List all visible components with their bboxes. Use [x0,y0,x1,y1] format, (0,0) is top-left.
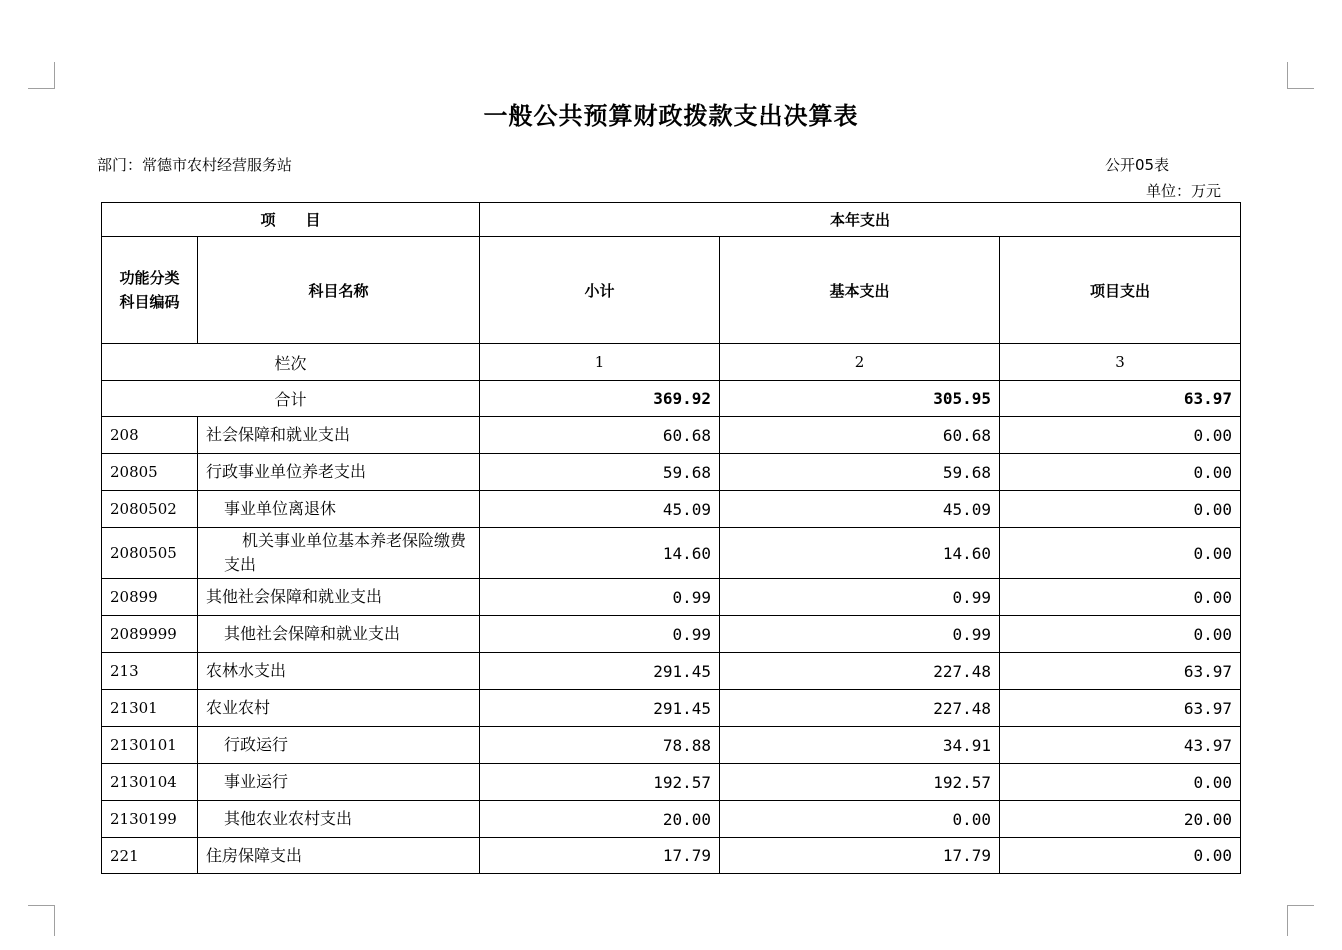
row-code: 2130104 [102,764,198,801]
row-project: 63.97 [1000,653,1241,690]
table-row [102,838,1241,874]
row-project: 0.00 [1000,764,1241,801]
total-subtotal: 369.92 [480,381,720,417]
row-basic: 60.68 [720,417,1000,454]
row-code: 208 [102,417,198,454]
row-basic: 14.60 [720,528,1000,579]
row-name: 其他社会保障和就业支出 [198,616,480,653]
row-name: 其他农业农村支出 [198,801,480,838]
row-subtotal: 59.68 [480,454,720,491]
table-row [102,727,1241,764]
row-name: 行政事业单位养老支出 [198,454,480,491]
row-subtotal: 291.45 [480,653,720,690]
row-project: 0.00 [1000,491,1241,528]
row-subtotal: 20.00 [480,801,720,838]
header-row-2 [102,237,1241,344]
table-row [102,764,1241,801]
row-basic: 0.99 [720,616,1000,653]
row-basic: 227.48 [720,690,1000,727]
form-number: 公开05表 [1105,156,1170,174]
crop-mark-bottom-left [28,905,55,936]
table-row [102,491,1241,528]
row-code: 2080502 [102,491,198,528]
total-project: 63.97 [1000,381,1241,417]
row-basic: 17.79 [720,838,1000,874]
expenditure-table [101,202,1241,874]
header-name: 科目名称 [198,237,480,344]
row-project: 0.00 [1000,454,1241,491]
table-row [102,653,1241,690]
column-index-label: 栏次 [102,344,480,381]
unit-label: 单位：万元 [1146,182,1222,200]
row-name: 农业农村 [198,690,480,727]
row-name: 事业运行 [198,764,480,801]
column-index-row [102,344,1241,381]
row-basic: 0.99 [720,579,1000,616]
row-basic: 45.09 [720,491,1000,528]
row-project: 0.00 [1000,579,1241,616]
row-subtotal: 45.09 [480,491,720,528]
row-subtotal: 0.99 [480,579,720,616]
header-subtotal: 小计 [480,237,720,344]
row-subtotal: 14.60 [480,528,720,579]
row-project: 20.00 [1000,801,1241,838]
total-label: 合计 [102,381,480,417]
row-code: 20899 [102,579,198,616]
table-row [102,690,1241,727]
row-code: 21301 [102,690,198,727]
row-name: 住房保障支出 [198,838,480,874]
row-code: 213 [102,653,198,690]
header-row-1 [102,203,1241,237]
row-basic: 34.91 [720,727,1000,764]
row-subtotal: 0.99 [480,616,720,653]
row-code: 20805 [102,454,198,491]
table-row [102,454,1241,491]
total-row [102,381,1241,417]
crop-mark-bottom-right [1287,905,1314,936]
column-index-2: 2 [720,344,1000,381]
row-basic: 227.48 [720,653,1000,690]
row-basic: 59.68 [720,454,1000,491]
row-project: 63.97 [1000,690,1241,727]
row-project: 0.00 [1000,417,1241,454]
row-project: 0.00 [1000,616,1241,653]
header-basic: 基本支出 [720,237,1000,344]
row-project: 43.97 [1000,727,1241,764]
row-name: 社会保障和就业支出 [198,417,480,454]
total-basic: 305.95 [720,381,1000,417]
department-label: 部门：常德市农村经营服务站 [97,156,293,174]
column-index-1: 1 [480,344,720,381]
row-code: 2080505 [102,528,198,579]
crop-mark-top-left [28,62,55,89]
row-project: 0.00 [1000,528,1241,579]
table-row [102,801,1241,838]
table-row [102,528,1241,579]
row-code: 2130199 [102,801,198,838]
row-code: 2089999 [102,616,198,653]
row-name: 行政运行 [198,727,480,764]
header-current-year: 本年支出 [480,203,1241,237]
row-basic: 0.00 [720,801,1000,838]
header-project: 项目支出 [1000,237,1241,344]
row-name: 农林水支出 [198,653,480,690]
row-code: 221 [102,838,198,874]
crop-mark-top-right [1287,62,1314,89]
table-row [102,417,1241,454]
row-subtotal: 60.68 [480,417,720,454]
table-row [102,579,1241,616]
row-name: 事业单位离退休 [198,491,480,528]
row-subtotal: 78.88 [480,727,720,764]
page-title: 一般公共预算财政拨款支出决算表 [483,101,859,130]
row-subtotal: 17.79 [480,838,720,874]
header-item: 项 目 [102,203,480,237]
column-index-3: 3 [1000,344,1241,381]
table-row [102,616,1241,653]
row-name: 其他社会保障和就业支出 [198,579,480,616]
row-basic: 192.57 [720,764,1000,801]
row-subtotal: 192.57 [480,764,720,801]
row-project: 0.00 [1000,838,1241,874]
row-code: 2130101 [102,727,198,764]
row-subtotal: 291.45 [480,690,720,727]
row-name: 机关事业单位基本养老保险缴费支出 [198,528,480,579]
header-code: 功能分类科目编码 [102,237,198,344]
